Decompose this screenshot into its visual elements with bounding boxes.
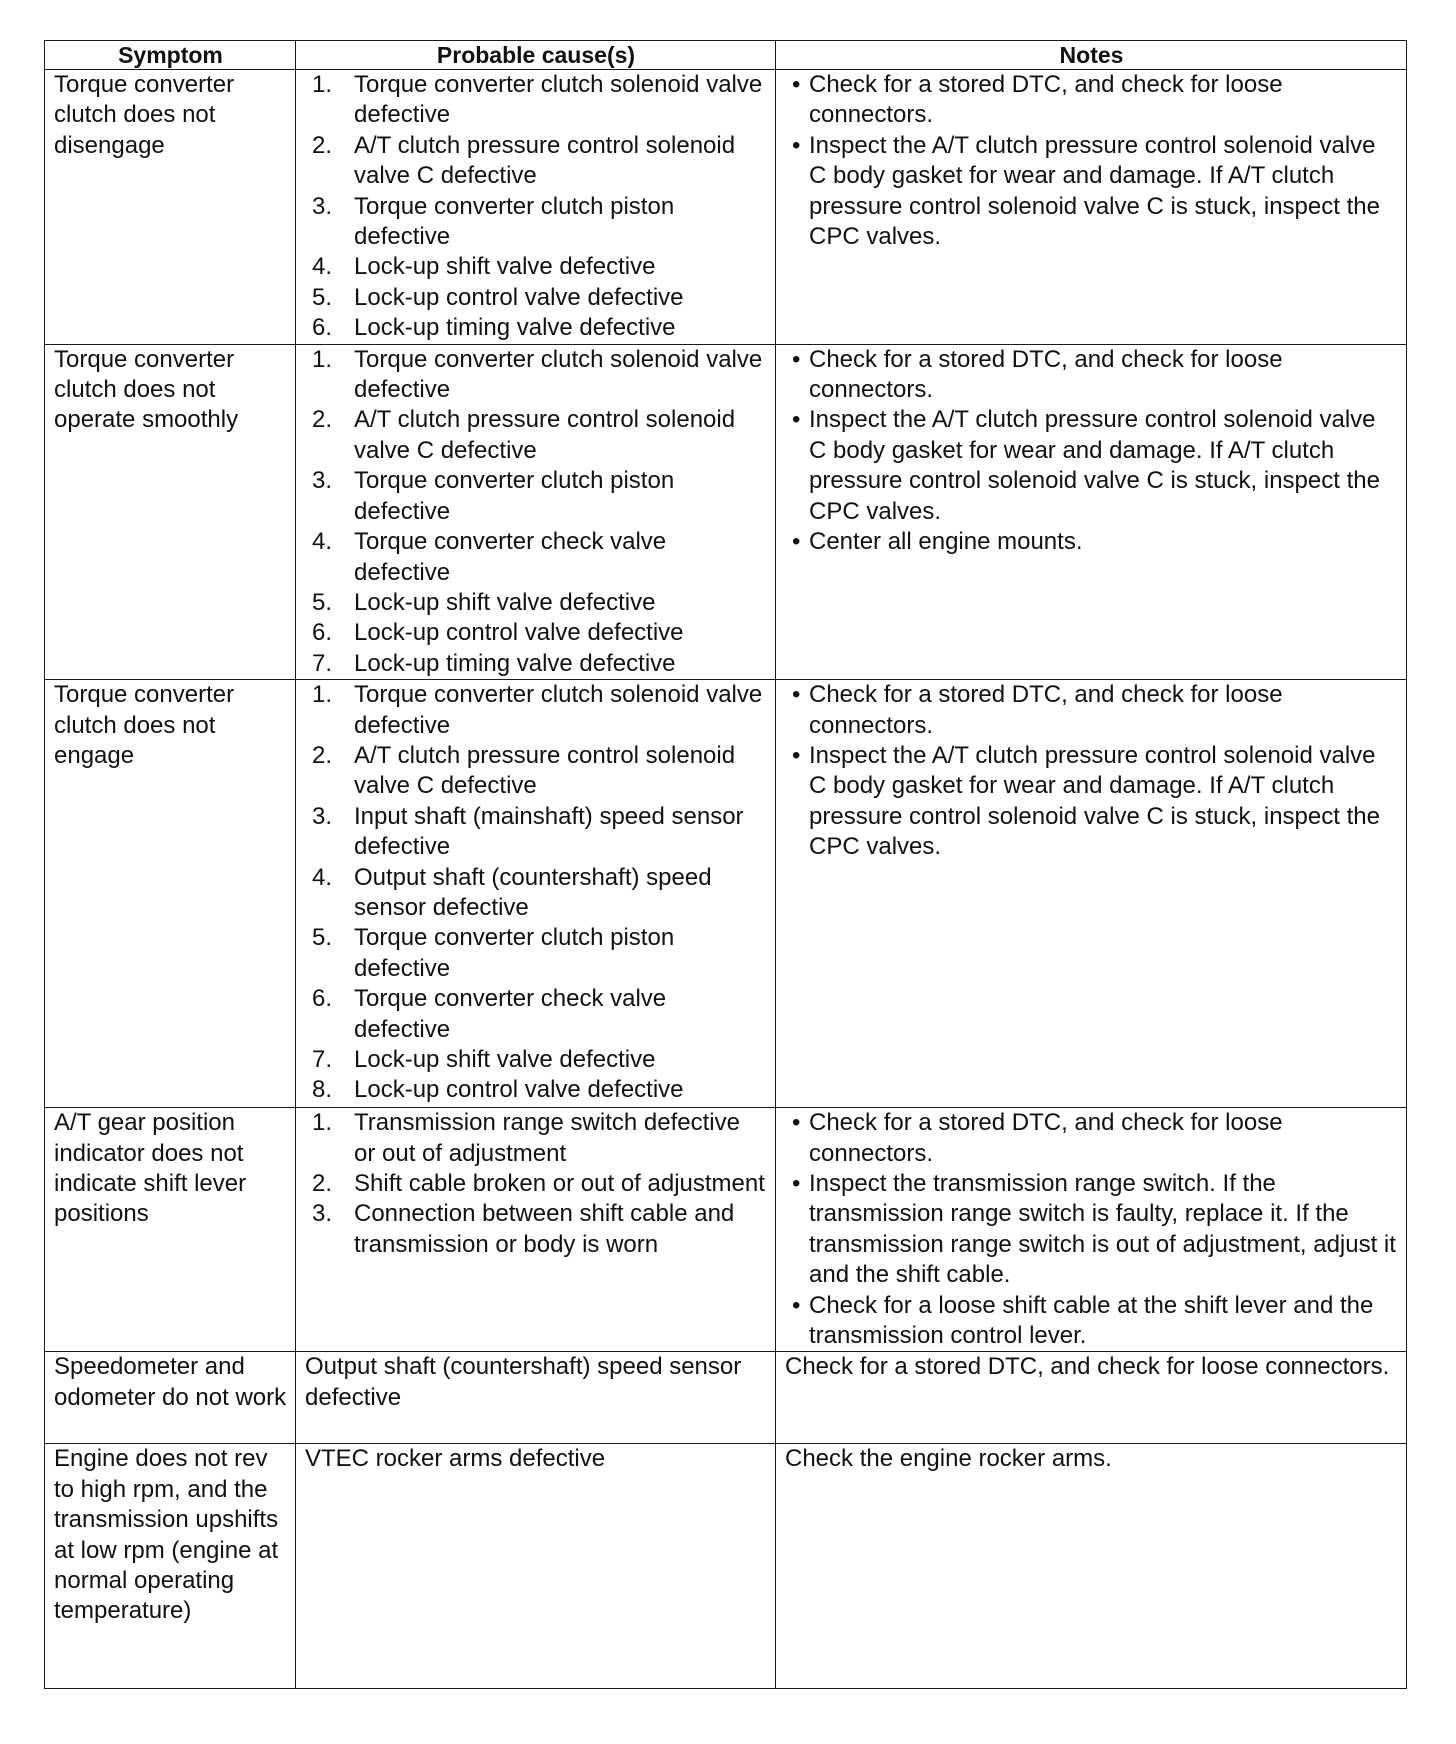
cause-item: 5. Lock-up control valve defective xyxy=(312,283,684,311)
cause-item: 8. Lock-up control valve defective xyxy=(312,1076,684,1104)
notes-cell xyxy=(776,344,1407,679)
bullet-icon: • xyxy=(792,406,801,434)
note-item: • Center all engine mounts. xyxy=(785,527,1398,557)
table-row xyxy=(45,1108,1407,1352)
cause-item: 1. Torque converter clutch solenoid valve defective xyxy=(312,71,763,129)
cause-item: 1. Torque converter clutch solenoid valve defective xyxy=(312,681,763,739)
note-list xyxy=(785,680,1398,862)
symptom-cell: Engine does not rev to high rpm, and the transmission upshifts at low rpm (engine at normal operating temperature) xyxy=(45,1444,296,1689)
bullet-icon: • xyxy=(792,741,801,769)
note-text: Check for a stored DTC, and check for loose connectors. xyxy=(785,1353,1390,1381)
notes-cell xyxy=(776,1108,1407,1352)
cause-item: 4. Lock-up shift valve defective xyxy=(312,253,656,281)
note-list xyxy=(785,345,1398,558)
note-text: Check the engine rocker arms. xyxy=(785,1445,1112,1473)
notes-cell xyxy=(776,1352,1407,1444)
cause-list xyxy=(305,70,767,344)
note-item: • Inspect the transmission range switch. If the transmission range switch is faulty, replace it. If the transmission range switch is out of adjustment, adjust it and the shift cable. xyxy=(785,1169,1398,1291)
cause-list xyxy=(305,345,767,679)
symptom-cell: Torque converter clutch does not operate smoothly xyxy=(45,344,296,679)
cause-item: 3. Torque converter clutch piston defective xyxy=(312,192,675,251)
header-symptom: Symptom xyxy=(45,41,296,70)
cause-item: 1. Transmission range switch defective or out of adjustment xyxy=(312,1109,740,1167)
bullet-icon: • xyxy=(792,131,801,159)
notes-cell xyxy=(776,1444,1407,1689)
cause-item: 6. Lock-up timing valve defective xyxy=(312,314,676,342)
note-item: • Check for a stored DTC, and check for loose connectors. xyxy=(785,680,1398,741)
troubleshooting-table xyxy=(44,40,1407,1689)
bullet-icon: • xyxy=(792,1169,801,1197)
header-row xyxy=(45,41,1407,70)
bullet-icon: • xyxy=(792,1291,801,1319)
cause-item: 3. Connection between shift cable and transmission or body is worn xyxy=(312,1200,735,1258)
table-row xyxy=(45,344,1407,679)
cause-item: 2. A/T clutch pressure control solenoid valve C defective xyxy=(312,406,736,464)
bullet-icon: • xyxy=(792,1109,801,1137)
table-row xyxy=(45,680,1407,1108)
header-notes: Notes xyxy=(776,41,1407,70)
cause-list xyxy=(305,1108,767,1260)
symptom-cell: Torque converter clutch does not engage xyxy=(45,680,296,1108)
cause-item: 2. A/T clutch pressure control solenoid valve C defective xyxy=(312,741,736,800)
causes-cell xyxy=(296,70,776,345)
cause-list xyxy=(305,680,767,1106)
troubleshooting-sheet xyxy=(44,40,1406,1689)
bullet-icon: • xyxy=(792,528,801,556)
notes-cell xyxy=(776,680,1407,1108)
note-item: • Check for a stored DTC, and check for loose connectors. xyxy=(785,70,1398,131)
note-item: • Check for a loose shift cable at the shift lever and the transmission control lever. xyxy=(785,1291,1398,1352)
causes-cell xyxy=(296,344,776,679)
cause-text: VTEC rocker arms defective xyxy=(305,1445,606,1473)
cause-item: 7. Lock-up shift valve defective xyxy=(312,1046,656,1073)
bullet-icon: • xyxy=(792,345,801,373)
note-list xyxy=(785,1108,1398,1351)
header-probable-causes: Probable cause(s) xyxy=(296,41,776,70)
note-list xyxy=(785,70,1398,252)
cause-item: 6. Lock-up control valve defective xyxy=(312,619,684,647)
cause-text: Output shaft (countershaft) speed sensor defective xyxy=(305,1353,742,1411)
cause-item: 3. Input shaft (mainshaft) speed sensor defective xyxy=(312,802,744,861)
causes-cell xyxy=(296,680,776,1108)
cause-item: 4. Output shaft (countershaft) speed sensor defective xyxy=(312,863,712,921)
cause-item: 7. Lock-up timing valve defective xyxy=(312,649,676,677)
cause-item: 2. Shift cable broken or out of adjustment xyxy=(312,1169,765,1197)
causes-cell xyxy=(296,1444,776,1689)
table-row xyxy=(45,1444,1407,1689)
table-row xyxy=(45,1352,1407,1444)
bullet-icon: • xyxy=(792,681,801,709)
cause-item: 2. A/T clutch pressure control solenoid valve C defective xyxy=(312,131,736,190)
note-item: • Inspect the A/T clutch pressure control solenoid valve C body gasket for wear and damage. If A/T clutch pressure control solenoid valve C is stuck, inspect the CPC valves. xyxy=(785,741,1398,863)
symptom-cell: Torque converter clutch does not disengage xyxy=(45,70,296,345)
cause-item: 5. Lock-up shift valve defective xyxy=(312,588,656,616)
bullet-icon: • xyxy=(792,71,801,98)
cause-item: 3. Torque converter clutch piston defective xyxy=(312,467,675,525)
cause-item: 4. Torque converter check valve defective xyxy=(312,528,667,586)
note-item: • Inspect the A/T clutch pressure control solenoid valve C body gasket for wear and damage. If A/T clutch pressure control solenoid valve C is stuck, inspect the CPC valves. xyxy=(785,131,1398,253)
symptom-cell: Speedometer and odometer do not work xyxy=(45,1352,296,1444)
note-item: • Inspect the A/T clutch pressure control solenoid valve C body gasket for wear and damage. If A/T clutch pressure control solenoid valve C is stuck, inspect the CPC valves. xyxy=(785,405,1398,527)
causes-cell xyxy=(296,1108,776,1352)
notes-cell xyxy=(776,70,1407,345)
table-row xyxy=(45,70,1407,345)
cause-item: 1. Torque converter clutch solenoid valve defective xyxy=(312,345,763,404)
symptom-cell: A/T gear position indicator does not indicate shift lever positions xyxy=(45,1108,296,1352)
cause-item: 6. Torque converter check valve defective xyxy=(312,985,667,1043)
causes-cell xyxy=(296,1352,776,1444)
note-item: • Check for a stored DTC, and check for loose connectors. xyxy=(785,1108,1398,1169)
note-item: • Check for a stored DTC, and check for loose connectors. xyxy=(785,345,1398,406)
cause-item: 5. Torque converter clutch piston defective xyxy=(312,924,675,982)
